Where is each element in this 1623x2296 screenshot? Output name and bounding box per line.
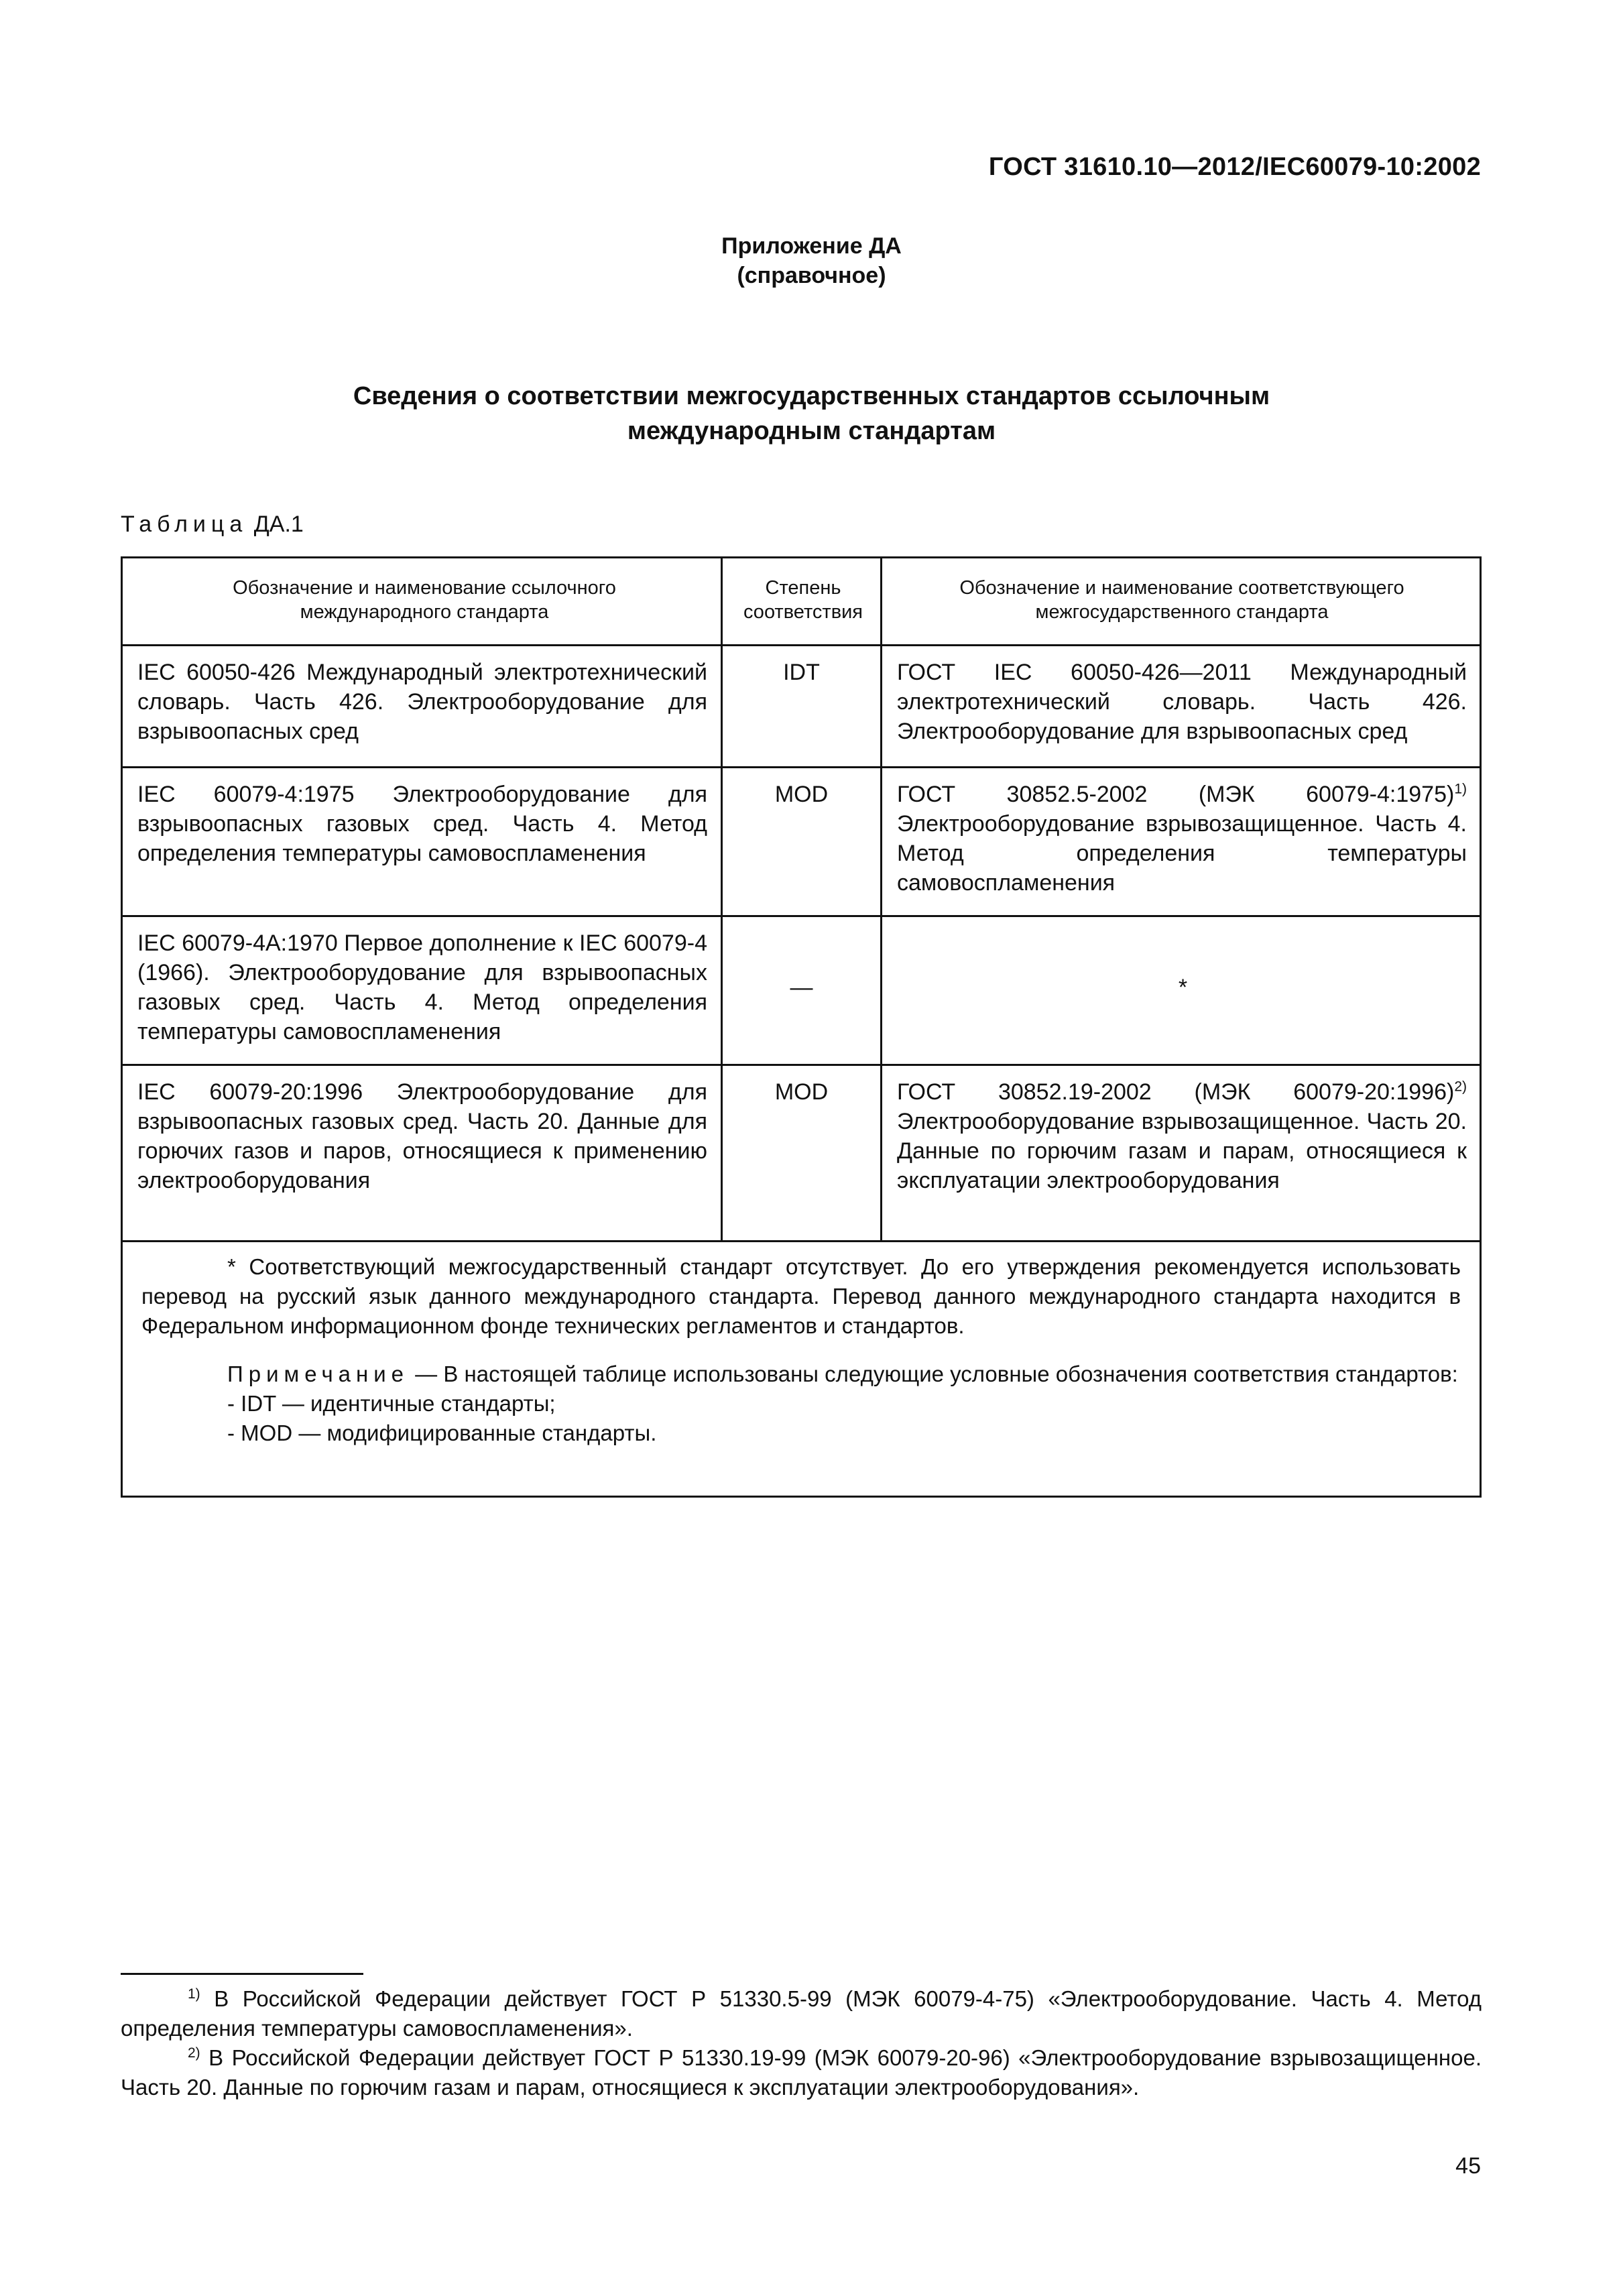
footnote-ref-2: 2) (1454, 1079, 1467, 1095)
header-ref-standard: Обозначение и наименование ссылочного международного стандарта (233, 577, 616, 623)
footnote-2 (121, 2043, 1482, 2102)
table-star-note: * Соответствующий межгосударственный стандарт отсутствует. До его утверждения рекомендуется использовать перевод на русский язык данного международного стандарта. Перевод данного международного стандарта находится в Федеральном информационном фонде технических регламентов и стандартов. (141, 1254, 1461, 1338)
table-row-4-degree: MOD (774, 1079, 829, 1105)
table-row-1-ref: IEC 60050-426 Международный электротехнический словарь. Часть 426. Электрооборудование для взрывоопасных сред (137, 660, 707, 744)
column-divider (880, 558, 882, 1240)
table-note-label: Примечание (227, 1362, 410, 1386)
page-number: 45 (1455, 2153, 1481, 2179)
table-row-4-ref: IEC 60079-20:1996 Электрооборудование для взрывоопасных газовых сред. Часть 20. Данные для горючих газов и паров, относящиеся к применению электрооборудования (137, 1079, 707, 1193)
header-degree: Степень соответствия (743, 577, 863, 623)
section-title-line-1: Сведения о соответствии межгосударственных стандартов ссылочным (353, 382, 1270, 410)
row-divider (123, 644, 1480, 646)
table-row-2-ref: IEC 60079-4:1975 Электрооборудование для взрывоопасных газовых сред. Часть 4. Метод определения температуры самовоспламенения (137, 782, 707, 866)
table-note-item-2: - MOD — модифицированные стандарты. (227, 1421, 657, 1445)
row-divider (123, 1064, 1480, 1066)
table-row-1-degree: IDT (783, 660, 820, 685)
table-note-item-1: - IDT — идентичные стандарты; (227, 1391, 556, 1416)
table-row-2-gost (897, 780, 1467, 898)
footnote-ref-1: 1) (1454, 781, 1467, 797)
table-row-3-gost: * (1178, 975, 1188, 1000)
footnote-2-text: В Российской Федерации действует ГОСТ Р 51330.19-99 (МЭК 60079-20-96) «Электрооборудование взрывозащищенное. Часть 20. Данные по горючим газам и парам, относящиеся к эксплуатации электрооборудования». (121, 2045, 1482, 2100)
table-caption-number: ДА.1 (253, 511, 304, 537)
row-divider (123, 766, 1480, 768)
table-row-4-gost-title: Электрооборудование взрывозащищенное. Часть 20. Данные по горючим газам и парам, относящиеся к эксплуатации электрооборудования (897, 1109, 1467, 1193)
section-title-line-2: международным стандартам (627, 417, 996, 445)
document-designation: ГОСТ 31610.10—2012/IEC60079-10:2002 (988, 153, 1481, 181)
table-row-4-gost-designation: ГОСТ 30852.19-2002 (МЭК 60079-20:1996) (897, 1079, 1455, 1105)
table-caption-word: Таблица (121, 511, 248, 537)
footnote-separator (121, 1973, 363, 1975)
table-note-text: — В настоящей таблице использованы следующие условные обозначения соответствия стандартов: (409, 1362, 1458, 1386)
footnote-2-mark: 2) (188, 2045, 200, 2061)
row-divider (123, 1240, 1480, 1242)
table-row-1-gost: ГОСТ IEC 60050-426—2011 Международный электротехнический словарь. Часть 426. Электрооборудование для взрывоопасных сред (897, 660, 1467, 744)
header-interstate-standard: Обозначение и наименование соответствующего межгосударственного стандарта (959, 577, 1404, 623)
table-row-2-degree: MOD (774, 782, 829, 807)
footnote-1-text: В Российской Федерации действует ГОСТ Р 51330.5-99 (МЭК 60079-4-75) «Электрооборудование. Часть 4. Метод определения температуры самовоспламенения». (121, 1986, 1482, 2041)
table-note-body (141, 1360, 1461, 1389)
appendix-heading (0, 231, 1623, 290)
section-title (0, 379, 1623, 448)
appendix-title: Приложение ДА (721, 233, 902, 259)
table-row-2-gost-title: Электрооборудование взрывозащищенное. Часть 4. Метод определения температуры самовоспламенения (897, 811, 1467, 896)
table-caption (121, 511, 304, 538)
table-row-3-ref: IEC 60079-4А:1970 Первое дополнение к IEC 60079-4 (1966). Электрооборудование для взрывоопасных газовых сред. Часть 4. Метод определения температуры самовоспламенения (137, 930, 707, 1044)
table-row-3-degree: — (790, 975, 813, 1000)
footnote-1-mark: 1) (188, 1986, 200, 2002)
table-row-2-gost-designation: ГОСТ 30852.5-2002 (МЭК 60079-4:1975) (897, 782, 1455, 807)
row-divider (123, 915, 1480, 917)
table-row-4-gost (897, 1077, 1467, 1195)
appendix-type: (справочное) (737, 263, 886, 288)
correspondence-table (121, 556, 1482, 1498)
footnote-1 (121, 1984, 1482, 2043)
table-note (141, 1360, 1461, 1448)
